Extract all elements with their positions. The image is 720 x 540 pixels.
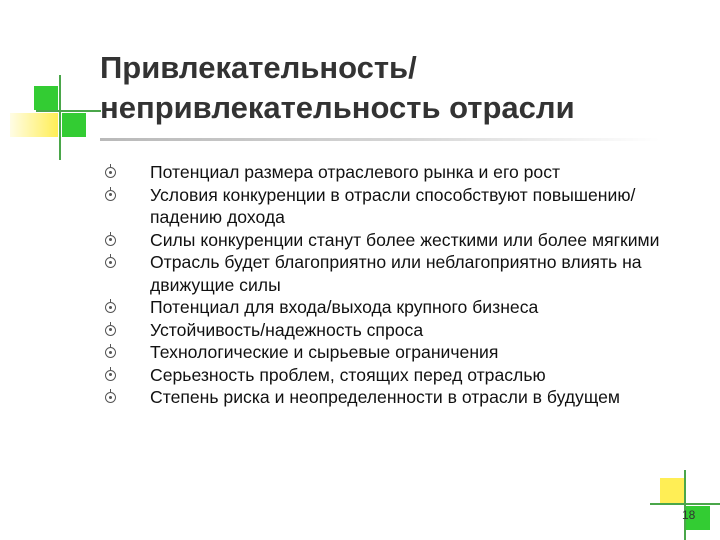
bullet-item — [105, 161, 705, 184]
circle-dot-bullet-icon — [105, 302, 116, 313]
decor-green-square-top — [34, 86, 58, 110]
bullet-text: Серьезность проблем, стоящих перед отраслью — [150, 364, 546, 385]
page-number: 18 — [682, 508, 696, 522]
decor-yellow-square-top — [10, 113, 58, 137]
title-underline — [100, 138, 660, 141]
circle-dot-bullet-icon — [105, 257, 116, 268]
circle-dot-bullet-icon — [105, 325, 116, 336]
bullet-text: Условия конкуренции в отрасли способствуют повышению/падению дохода — [150, 184, 636, 227]
bullet-item — [105, 229, 705, 252]
circle-dot-bullet-icon — [105, 347, 116, 358]
decor-vertical-line-top — [59, 75, 61, 160]
decor-vertical-line-bottom — [684, 470, 686, 540]
circle-dot-bullet-icon — [105, 235, 116, 246]
decor-horizontal-line-bottom — [650, 503, 720, 505]
bullet-item — [105, 296, 705, 319]
bullet-text: Потенциал для входа/выхода крупного бизнеса — [150, 297, 539, 317]
bullet-item — [105, 364, 705, 387]
slide-title-line-1: Привлекательность/ — [100, 50, 417, 85]
bullet-item — [105, 184, 705, 229]
bullet-text: Потенциал размера отраслевого рынка и его рост — [150, 162, 561, 182]
decor-yellow-square-bottom-right — [660, 478, 686, 504]
bullet-text: Устойчивость/надежность спроса — [150, 319, 424, 340]
circle-dot-bullet-icon — [105, 370, 116, 381]
slide-title-line-2: непривлекательность отрасли — [100, 90, 575, 125]
circle-dot-bullet-icon — [105, 190, 116, 201]
decor-green-square-bottom — [62, 113, 86, 137]
slide-title — [100, 48, 700, 128]
bullet-text: Отрасль будет благоприятно или неблагоприятно влиять на движущие силы — [150, 252, 642, 295]
bullet-item — [105, 319, 705, 342]
bullet-item — [105, 386, 705, 409]
bullet-item — [105, 251, 705, 296]
circle-dot-bullet-icon — [105, 392, 116, 403]
decor-horizontal-line-top — [36, 110, 101, 112]
bullet-text: Силы конкуренции станут более жесткими или более мягкими — [150, 229, 660, 250]
bullet-item — [105, 341, 705, 364]
circle-dot-bullet-icon — [105, 167, 116, 178]
bullet-text: Технологические и сырьевые ограничения — [150, 342, 499, 362]
bullet-text: Степень риска и неопределенности в отрасли в будущем — [150, 387, 621, 407]
bullet-list — [105, 161, 705, 409]
